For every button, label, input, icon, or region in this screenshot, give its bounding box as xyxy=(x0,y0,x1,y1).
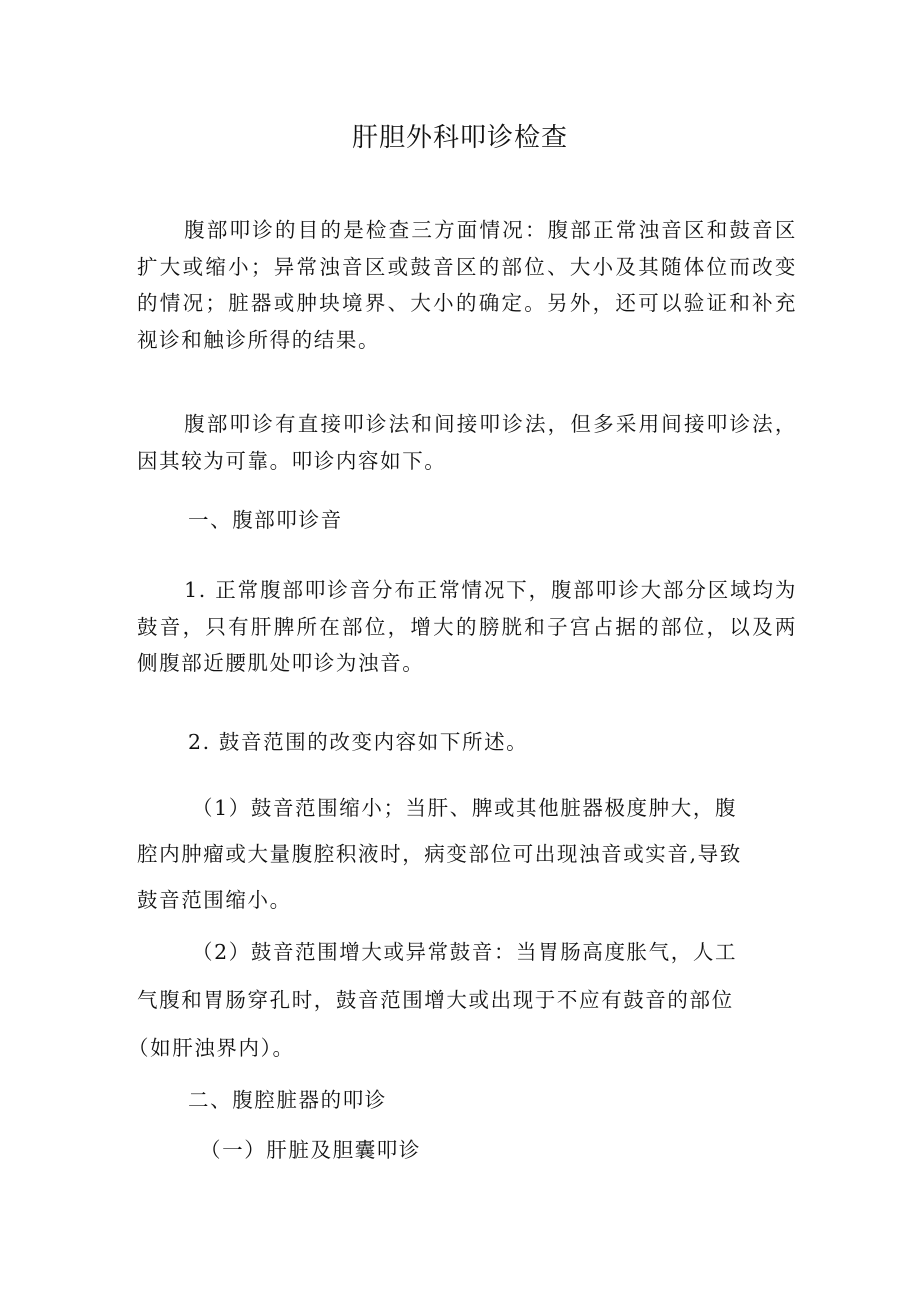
subsection-heading-liver: （一）肝脏及胆囊叩诊 xyxy=(200,1138,421,1162)
section-heading-2: 二、腹腔脏器的叩诊 xyxy=(188,1088,387,1112)
sub-item-1-line-3: 鼓音范围缩小。 xyxy=(137,888,292,912)
section-heading-1: 一、腹部叩诊音 xyxy=(188,508,343,532)
sub-item-1-line-1: （1）鼓音范围缩小；当肝、脾或其他脏器极度肿大，腹 xyxy=(192,796,738,820)
list-item-1: 1. 正常腹部叩诊音分布正常情况下，腹部叩诊大部分区域均为鼓音，只有肝脾所在部位，增大的膀胱和子宫占据的部位，以及两侧腹部近腰肌处叩诊为浊音。 xyxy=(137,578,797,675)
document-title: 肝胆外科叩诊检查 xyxy=(351,123,568,153)
sub-item-2-line-3: （如肝浊界内）。 xyxy=(128,1036,295,1060)
paragraph-methods: 腹部叩诊有直接叩诊法和间接叩诊法，但多采用间接叩诊法，因其较为可靠。叩诊内容如下。 xyxy=(137,412,797,473)
sub-item-2-line-2: 气腹和胃肠穿孔时，鼓音范围增大或出现于不应有鼓音的部位 xyxy=(137,988,734,1012)
paragraph-purpose: 腹部叩诊的目的是检查三方面情况：腹部正常浊音区和鼓音区扩大或缩小；异常浊音区或鼓音区的部位、大小及其随体位而改变的情况；脏器或肿块境界、大小的确定。另外，还可以验证和补充视诊和触诊所得的结果。 xyxy=(137,218,797,352)
sub-item-1-line-2: 腔内肿瘤或大量腹腔积液时，病变部位可出现浊音或实音,导致 xyxy=(137,842,742,866)
list-item-2: 2. 鼓音范围的改变内容如下所述。 xyxy=(188,730,529,754)
sub-item-2-line-1: （2）鼓音范围增大或异常鼓音：当胃肠高度胀气，人工 xyxy=(192,940,738,964)
